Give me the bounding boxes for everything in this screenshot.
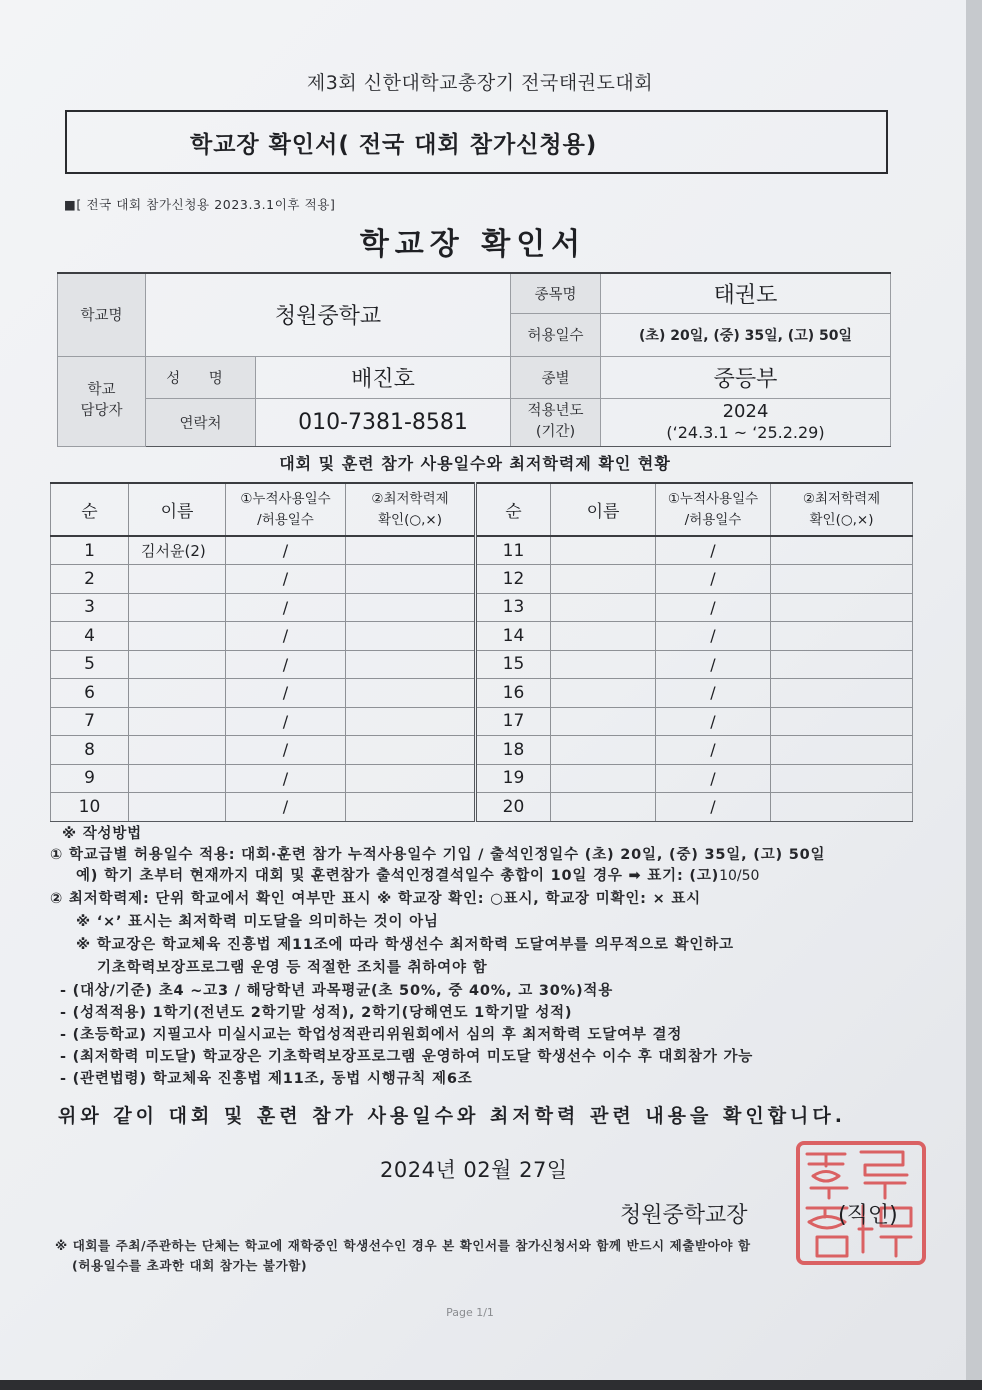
person-name-value: 배진호 — [256, 356, 511, 398]
category-value: 중등부 — [601, 356, 891, 398]
note-item-2-remark: ※ ‘×’ 표시는 최저학력 미도달을 의미하는 것이 아님 — [76, 914, 439, 930]
student-name-cell — [129, 565, 226, 594]
row-number: 3 — [51, 593, 129, 622]
student-name-cell: 김서윤(2) — [129, 536, 226, 565]
header-check-line2: 확인(○,×) — [809, 511, 874, 528]
table-row — [51, 736, 913, 765]
days-used-cell: / — [656, 622, 771, 651]
min-academic-check-cell — [346, 565, 476, 594]
table-body — [51, 536, 913, 821]
period-value — [601, 398, 891, 446]
form-title-box — [65, 110, 888, 174]
header-check-line1: ②최저학력제 — [371, 490, 449, 507]
contact-label-line2: 담당자 — [80, 403, 123, 419]
page-number: Page 1/1 — [446, 1306, 494, 1319]
days-used-cell: / — [226, 593, 346, 622]
row-number: 20 — [476, 793, 551, 822]
days-used-cell: / — [226, 536, 346, 565]
note-item-2-remark: 기초학력보장프로그램 운영 등 적절한 조치를 취하여야 함 — [97, 960, 488, 976]
student-name-cell — [551, 736, 656, 765]
days-used-cell: / — [656, 536, 771, 565]
period-range: (‘24.3.1 ~ ‘25.2.29) — [666, 423, 825, 442]
min-academic-check-cell — [771, 764, 913, 793]
header-days-line2: /허용일수 — [684, 511, 742, 528]
header-name: 이름 — [129, 483, 226, 536]
note-item-2: ② 최저학력제: 단위 학교에서 확인 여부만 표시 ※ 학교장 확인: ○표시, 학교장 미확인: × 표시 — [50, 891, 701, 907]
header-no: 순 — [476, 483, 551, 536]
student-name-cell — [551, 764, 656, 793]
student-name-cell — [551, 622, 656, 651]
school-info-table — [57, 272, 891, 447]
note-item-2-remark: ※ 학교장은 학교체육 진흥법 제11조에 따라 학생선수 최저학력 도달여부를 의무적으로 확인하고 — [76, 937, 734, 953]
min-academic-check-cell — [346, 536, 476, 565]
days-used-cell: / — [226, 736, 346, 765]
header-days-line2: /허용일수 — [257, 511, 314, 528]
row-number: 7 — [51, 707, 129, 736]
allowed-days-label: 허용일수 — [511, 313, 601, 356]
header-days-used — [226, 483, 346, 536]
table-row — [51, 793, 913, 822]
row-number: 8 — [51, 736, 129, 765]
days-used-cell: / — [656, 650, 771, 679]
period-label-line2: (기간) — [535, 424, 576, 440]
note-item-1-example — [76, 864, 759, 885]
student-name-cell — [551, 707, 656, 736]
min-academic-check-cell — [771, 622, 913, 651]
period-label — [511, 398, 601, 446]
table-row — [51, 565, 913, 594]
row-number: 18 — [476, 736, 551, 765]
note-item-1: ① 학교급별 허용일수 적용: 대회·훈련 참가 누적사용일수 기입 / 출석인정일수 (초) 20일, (중) 35일, (고) 50일 — [50, 847, 826, 863]
min-academic-check-cell — [346, 679, 476, 708]
min-academic-check-cell — [346, 622, 476, 651]
student-name-cell — [551, 593, 656, 622]
phone-label: 연락처 — [146, 398, 256, 446]
days-used-cell: / — [656, 707, 771, 736]
footer-note: (허용일수를 초과한 대회 참가는 불가함) — [72, 1258, 308, 1273]
notes-heading: ※ 작성방법 — [62, 826, 142, 842]
row-number: 10 — [51, 793, 129, 822]
person-name-label: 성 명 — [146, 356, 256, 398]
event-label: 종목명 — [511, 273, 601, 313]
header-days-used — [656, 483, 771, 536]
student-name-cell — [129, 736, 226, 765]
confirmation-statement: 위와 같이 대회 및 훈련 참가 사용일수와 최저학력 관련 내용을 확인합니다. — [58, 1105, 846, 1127]
days-used-cell: / — [656, 793, 771, 822]
phone-value: 010-7381-8581 — [256, 398, 511, 446]
contact-label-line1: 학교 — [87, 382, 116, 398]
student-name-cell — [551, 793, 656, 822]
info-row — [58, 356, 891, 398]
days-used-cell: / — [226, 565, 346, 594]
table-row — [51, 764, 913, 793]
note-bullet: - (성적적용) 1학기(전년도 2학기말 성적), 2학기(당해연도 1학기말 성적) — [60, 1005, 573, 1021]
row-number: 11 — [476, 536, 551, 565]
min-academic-check-cell — [771, 650, 913, 679]
min-academic-check-cell — [346, 736, 476, 765]
header-no: 순 — [51, 483, 129, 536]
header-check-line1: ②최저학력제 — [802, 490, 881, 507]
min-academic-check-cell — [771, 793, 913, 822]
row-number: 15 — [476, 650, 551, 679]
row-number: 4 — [51, 622, 129, 651]
student-name-cell — [129, 622, 226, 651]
school-name-value: 청원중학교 — [146, 273, 511, 356]
row-number: 13 — [476, 593, 551, 622]
footer-note: ※ 대회를 주최/주관하는 단체는 학교에 재학중인 학생선수인 경우 본 확인서를 참가신청서와 함께 반드시 제출받아야 함 — [55, 1238, 751, 1253]
min-academic-check-cell — [771, 707, 913, 736]
min-academic-check-cell — [346, 593, 476, 622]
row-number: 6 — [51, 679, 129, 708]
min-academic-check-cell — [346, 650, 476, 679]
min-academic-check-cell — [771, 593, 913, 622]
row-number: 2 — [51, 565, 129, 594]
row-number: 14 — [476, 622, 551, 651]
note-bullet: - (초등학교) 지필고사 미실시교는 학업성적관리위원회에서 심의 후 최저학력 도달여부 결정 — [60, 1027, 683, 1043]
min-academic-check-cell — [771, 565, 913, 594]
seal-placeholder: (직인) — [838, 1203, 898, 1228]
days-used-cell: / — [226, 764, 346, 793]
student-name-cell — [551, 565, 656, 594]
student-name-cell — [551, 650, 656, 679]
year-value: 2024 — [722, 401, 769, 422]
table-row — [51, 650, 913, 679]
days-used-cell: / — [656, 565, 771, 594]
event-title: 제3회 신한대학교총장기 전국태권도대회 — [306, 72, 654, 94]
note-bullet: - (관련법령) 학교체육 진흥법 제11조, 동법 시행규칙 제6조 — [60, 1071, 473, 1087]
participation-status-table — [50, 482, 913, 822]
row-number: 12 — [476, 565, 551, 594]
table-row — [51, 536, 913, 565]
days-used-cell: / — [226, 679, 346, 708]
days-used-cell: / — [226, 650, 346, 679]
min-academic-check-cell — [346, 764, 476, 793]
event-value: 태권도 — [601, 273, 891, 313]
info-row — [58, 398, 891, 446]
note-bullet: - (최저학력 미도달) 학교장은 기초학력보장프로그램 운영하여 미도달 학생선수 이수 후 대회참가 가능 — [60, 1049, 754, 1065]
min-academic-check-cell — [346, 707, 476, 736]
table-row — [51, 622, 913, 651]
header-days-line1: ①누적사용일수 — [667, 490, 759, 507]
desk-background — [0, 1380, 982, 1390]
note-example-text: 예) 학기 초부터 현재까지 대회 및 훈련참가 출석인정결석일수 총합이 10일 경우 ➡ 표기: (고) — [76, 868, 720, 884]
row-number: 9 — [51, 764, 129, 793]
form-title: 학교장 확인서( 전국 대회 참가신청용) — [190, 132, 598, 158]
row-number: 19 — [476, 764, 551, 793]
min-academic-check-cell — [771, 736, 913, 765]
contact-person-label — [58, 356, 146, 446]
student-name-cell — [129, 707, 226, 736]
min-academic-check-cell — [771, 536, 913, 565]
principal-title: 청원중학교장 — [620, 1203, 748, 1228]
header-check-line2: 확인(○,×) — [378, 511, 442, 528]
table-header-row — [51, 483, 913, 536]
document-title: 학교장 확인서 — [359, 227, 587, 262]
row-number: 17 — [476, 707, 551, 736]
min-academic-check-cell — [771, 679, 913, 708]
period-label-line1: 적용년도 — [527, 403, 584, 419]
header-name: 이름 — [551, 483, 656, 536]
days-used-cell: / — [656, 764, 771, 793]
student-name-cell — [551, 536, 656, 565]
min-academic-check-cell — [346, 793, 476, 822]
days-used-cell: / — [656, 593, 771, 622]
student-name-cell — [129, 593, 226, 622]
header-days-line1: ①누적사용일수 — [240, 490, 331, 507]
days-used-cell: / — [226, 793, 346, 822]
info-row — [58, 273, 891, 313]
table-row — [51, 707, 913, 736]
applicability-note: ■[ 전국 대회 참가신청용 2023.3.1이후 적용] — [64, 197, 336, 212]
school-name-label: 학교명 — [58, 273, 146, 356]
days-used-cell: / — [656, 679, 771, 708]
student-name-cell — [551, 679, 656, 708]
note-example-value: 10/50 — [719, 868, 760, 884]
issue-date: 2024년 02월 27일 — [380, 1158, 568, 1182]
category-label: 종별 — [511, 356, 601, 398]
row-number: 1 — [51, 536, 129, 565]
note-bullet: - (대상/기준) 초4 ~고3 / 해당학년 과목평균(초 50%, 중 40%, 고 30%)적용 — [60, 983, 614, 999]
header-min-academic — [771, 483, 913, 536]
student-name-cell — [129, 764, 226, 793]
student-name-cell — [129, 679, 226, 708]
row-number: 5 — [51, 650, 129, 679]
row-number: 16 — [476, 679, 551, 708]
days-used-cell: / — [226, 622, 346, 651]
header-min-academic — [346, 483, 476, 536]
student-name-cell — [129, 793, 226, 822]
days-used-cell: / — [226, 707, 346, 736]
status-title: 대회 및 훈련 참가 사용일수와 최저학력제 확인 현황 — [279, 454, 671, 473]
days-used-cell: / — [656, 736, 771, 765]
table-row — [51, 679, 913, 708]
student-name-cell — [129, 650, 226, 679]
allowed-days-value: (초) 20일, (중) 35일, (고) 50일 — [601, 313, 891, 356]
table-row — [51, 593, 913, 622]
